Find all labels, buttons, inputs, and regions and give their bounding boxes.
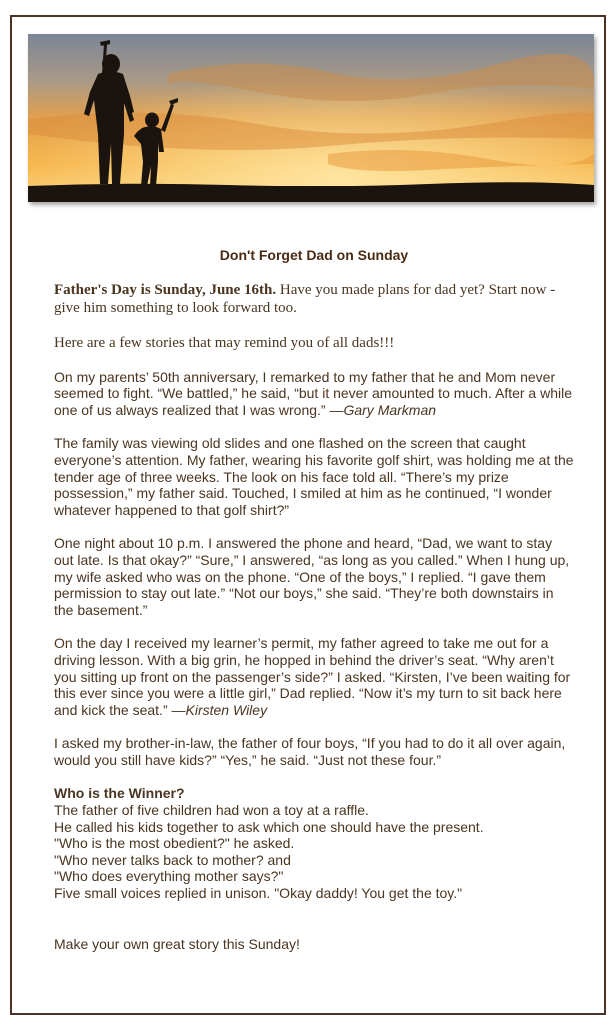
newsletter-frame (10, 15, 606, 1015)
winner-line: He called his kids together to ask which one should have the present. (54, 818, 484, 835)
intro-paragraph (54, 281, 574, 317)
father-child-golf-silhouette-icon (28, 34, 594, 202)
lead-paragraph: Here are a few stories that may remind you of all dads!!! (54, 334, 395, 351)
story-5 (54, 735, 574, 768)
story-text: On my parents’ 50th anniversary, I remarked to my father that he and Mom never seemed to fight. “We battled,” he said, “but it never amounted to much. After a while one of us always realized that I was wrong.” — (54, 368, 573, 418)
story-text: One night about 10 p.m. I answered the phone and heard, “Dad, we want to stay out late. Is that okay?” “Sure,” I answered, “as long as you called.” When I hung up, my wife asked who was on the phone. “One of the boys,” I replied. “I gave them permission to stay out late.” “Not our boys,” she said. “They’re both downstairs in the basement.” (54, 535, 570, 618)
page-title: Don't Forget Dad on Sunday (219, 247, 409, 263)
story-4 (54, 635, 574, 718)
story-author: Gary Markman (343, 401, 437, 418)
newsletter-body (54, 247, 574, 952)
winner-line: "Who is the most obedient?" he asked. (54, 835, 295, 852)
intro-rest: Have you made plans for dad yet? Start now - give him something to look forward too. (54, 281, 556, 316)
winner-line: The father of five children had won a toy at a raffle. (54, 802, 369, 819)
winner-line: Five small voices replied in unison. "Okay daddy! You get the toy." (54, 885, 463, 902)
story-text: I asked my brother-in-law, the father of four boys, “If you had to do it all over again, would you still have kids?” “Yes,” he said. “Just not these four.” (54, 735, 566, 768)
story-3 (54, 535, 574, 618)
closing-line: Make your own great story this Sunday! (54, 935, 300, 952)
winner-line: "Who does everything mother says?" (54, 868, 284, 885)
story-2 (54, 435, 574, 518)
sunset-banner (28, 34, 594, 202)
winner-section (54, 785, 574, 901)
story-1 (54, 369, 574, 419)
story-text: The family was viewing old slides and one flashed on the screen that caught everyone’s attention. My father, wearing his favorite golf shirt, was holding me at the tender age of three weeks. The look on his face told all. “There’s my prize possession,” my father said. Touched, I smiled at him as he continued, “I wonder whatever happened to that golf shirt?” (54, 435, 574, 518)
intro-bold: Father's Day is Sunday, June 16th. (54, 281, 277, 298)
winner-line: "Who never talks back to mother? and (54, 851, 291, 868)
story-text: On the day I received my learner’s permit, my father agreed to take me out for a driving lesson. With a big grin, he hopped in behind the driver’s seat. “Why aren’t you sitting up front on the passenger’s side?” I asked. “Kirsten, I’ve been waiting for this ever since you were a little girl,” Dad replied. “Now it’s my turn to sit back here and kick the seat.” — (54, 635, 571, 718)
winner-heading: Who is the Winner? (54, 785, 185, 802)
story-author: Kirsten Wiley (185, 701, 268, 718)
